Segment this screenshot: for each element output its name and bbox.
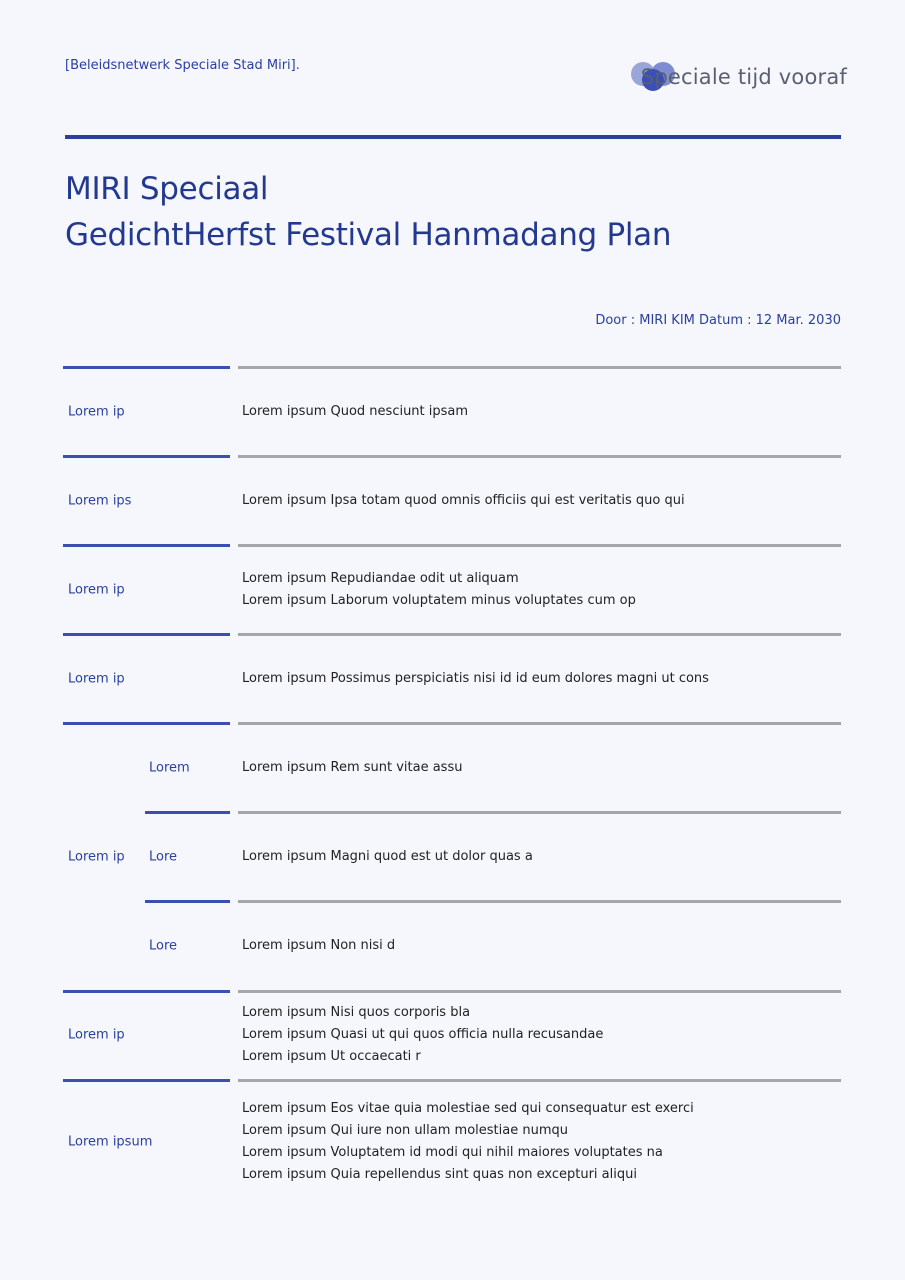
row-divider [238,633,841,636]
row-label: Lorem ips [68,493,132,509]
page-title [65,166,671,258]
row-label: Lorem ipsum [68,1134,153,1150]
row-label: Lorem ip [68,849,125,865]
row-divider [63,544,230,547]
row-divider [238,366,841,369]
row-label: Lorem ip [68,582,125,598]
organization-label: [Beleidsnetwerk Speciale Stad Miri]. [65,58,300,73]
title-line-1: MIRI Speciaal [65,171,269,207]
title-line-2: GedichtHerfst Festival Hanmadang Plan [65,217,672,253]
plan-table [63,366,841,1209]
sub-row-divider [238,900,841,903]
table-row [63,455,841,544]
row-content: Lorem ipsum Magni quod est ut dolor quas a [242,849,533,864]
brand-text: Speciale tijd vooraf [640,65,847,89]
row-divider [63,366,230,369]
row-divider [238,722,841,725]
table-row [63,366,841,455]
row-content: Lorem ipsum Non nisi d [242,938,396,953]
header-rule [65,135,841,139]
sub-row-label: Lore [149,938,178,954]
row-content: Lorem ipsum Rem sunt vitae assu [242,760,463,775]
sub-row-divider [145,900,230,903]
row-content: Lorem ipsum Quod nesciunt ipsam [242,404,469,419]
table-row [63,633,841,722]
row-divider [63,722,230,725]
row-content: Lorem ipsum Repudiandae odit ut aliquam Lorem ipsum Laborum voluptatem minus voluptates cum op [242,571,636,608]
row-divider [63,455,230,458]
row-divider [238,455,841,458]
row-divider [238,1079,841,1082]
row-divider [63,990,230,993]
row-divider [63,1079,230,1082]
sub-row-divider [145,811,230,814]
row-content: Lorem ipsum Possimus perspiciatis nisi id id eum dolores magni ut cons [242,671,709,686]
sub-row-label: Lore [149,849,178,865]
row-divider [63,633,230,636]
row-content: Lorem ipsum Ipsa totam quod omnis officiis qui est veritatis quo qui [242,493,685,508]
table-row [63,544,841,633]
row-label: Lorem ip [68,671,125,687]
row-content: Lorem ipsum Nisi quos corporis bla Lorem ipsum Quasi ut qui quos officia nulla recusandae Lorem ipsum Ut occaecati r [242,1005,604,1064]
author-date: Door : MIRI KIM Datum : 12 Mar. 2030 [595,313,841,328]
table-row [63,990,841,1079]
row-content: Lorem ipsum Eos vitae quia molestiae sed qui consequatur est exerci Lorem ipsum Qui iure non ullam molestiae numqu Lorem ipsum Voluptatem id modi qui nihil maiores voluptates na Lorem ipsum Quia repellendus sint quas non excepturi aliqui [242,1101,694,1182]
row-label: Lorem ip [68,1027,125,1043]
sub-row-label: Lorem [149,760,190,776]
table-row [63,1079,841,1209]
table-row-group [63,722,841,990]
row-divider [238,544,841,547]
brand-logo [631,60,847,94]
sub-row-divider [238,811,841,814]
row-label: Lorem ip [68,404,125,420]
row-divider [238,990,841,993]
